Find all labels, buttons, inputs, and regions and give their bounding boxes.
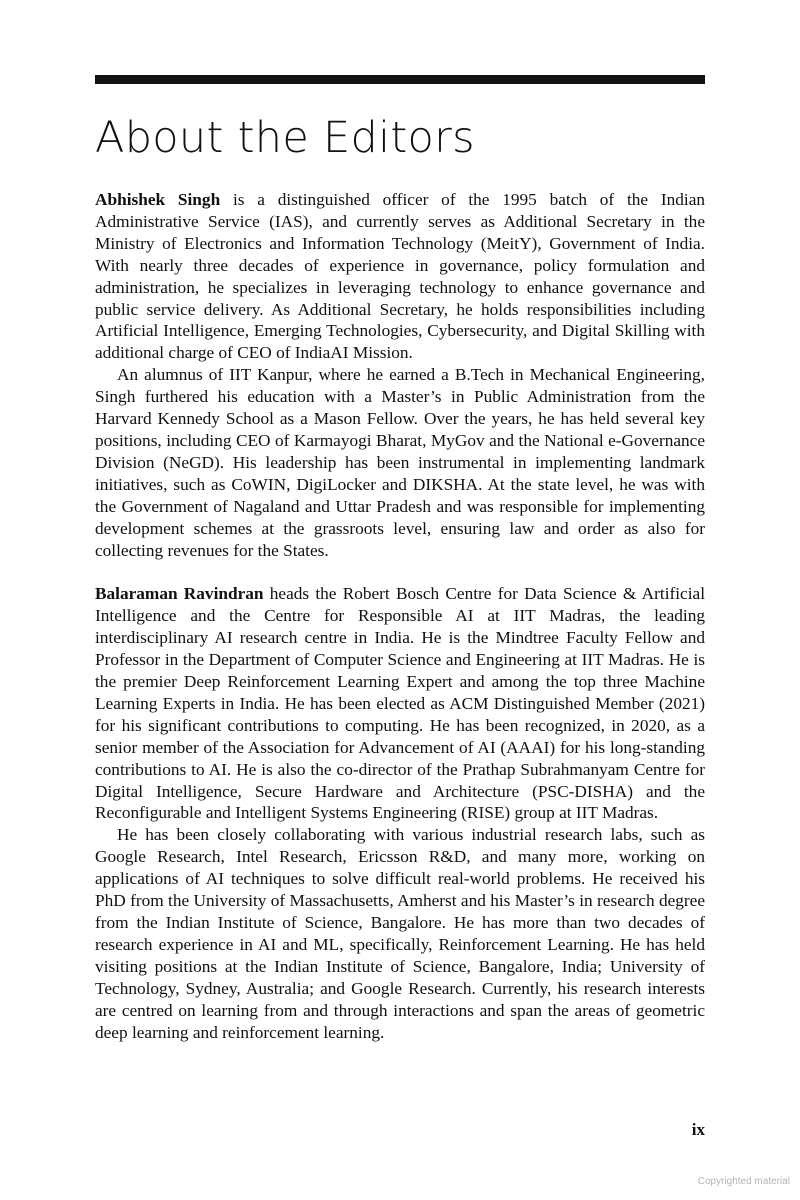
editors-text (95, 189, 705, 1043)
page-title: About the Editors (95, 113, 475, 163)
copyright-watermark: Copyrighted material (697, 1176, 790, 1187)
editor-name: Abhishek Singh (95, 190, 221, 209)
editor-bio-text: is a distinguished officer of the 1995 batch of the Indian Administrative Service (IAS), and currently serves as Additional Secretary in the Ministry of Electronics and Information Technology (MeitY), Government of India. With nearly three decades of experience in governance, policy formulation and administration, he specializes in leveraging technology to enhance governance and public service delivery. As Additional Secretary, he holds responsibilities including Artificial Intelligence, Emerging Technologies, Cybersecurity, and Digital Skilling with additional charge of CEO of IndiaAI Mission. (95, 190, 706, 363)
chapter-top-rule (95, 75, 705, 84)
editor-bio-text: heads the Robert Bosch Centre for Data Science & Artificial Intelligence and the Centre for Responsible AI at IIT Madras, the leading interdisciplinary AI research centre in India. He is the Mindtree Faculty Fellow and Professor in the Department of Computer Science and Engineering at IIT Madras. He is the premier Deep Reinforcement Learning Expert and among the top three Machine Learning Experts in India. He has been elected as ACM Distinguished Member (2021) for his significant contributions to computing. He has been recognized, in 2020, as a senior member of the Association for Advancement of AI (AAAI) for his long-standing contributions to AI. He is also the co-director of the Prathap Subrahmanyam Centre for Digital Intelligence, Secure Hardware and Architecture (PSC-DISHA) and the Reconfigurable and Intelligent Systems Engineering (RISE) group at IIT Madras. (95, 584, 705, 823)
editor-name: Balaraman Ravindran (95, 584, 264, 604)
editor-bio-paragraph (95, 189, 705, 364)
editor-bio-paragraph: He has been closely collaborating with various industrial research labs, such as Google Research, Intel Research, Ericsson R&D, and many more, working on applications of AI techniques to solve difficult real-world problems. He received his PhD from the University of Massachusetts, Amherst and his Master’s in research degree from the Indian Institute of Science, Bangalore. He has more than two decades of research experience in AI and ML, specifically, Reinforcement Learning. He has held visiting positions at the Indian Institute of Science, Bangalore, India; University of Technology, Sydney, Australia; and Google Research. Currently, his research interests are centred on learning from and through interactions and span the areas of geometric deep learning and reinforcement learning. (95, 825, 705, 1042)
page-number: ix (691, 1120, 705, 1139)
editor-bio-paragraph: An alumnus of IIT Kanpur, where he earned a B.Tech in Mechanical Engineering, Singh furthered his education with a Master’s in Public Administration from the Harvard Kennedy School as a Mason Fellow. Over the years, he has held several key positions, including CEO of Karmayogi Bharat, MyGov and the National e-Governance Division (NeGD). His leadership has been instrumental in implementing landmark initiatives, such as CoWIN, DigiLocker and DIKSHA. At the state level, he was with the Government of Nagaland and Uttar Pradesh and was responsible for implementing development schemes at the grassroots level, ensuring law and order as also for collecting revenues for the States. (95, 365, 705, 560)
editor-bio-paragraph (95, 583, 705, 824)
